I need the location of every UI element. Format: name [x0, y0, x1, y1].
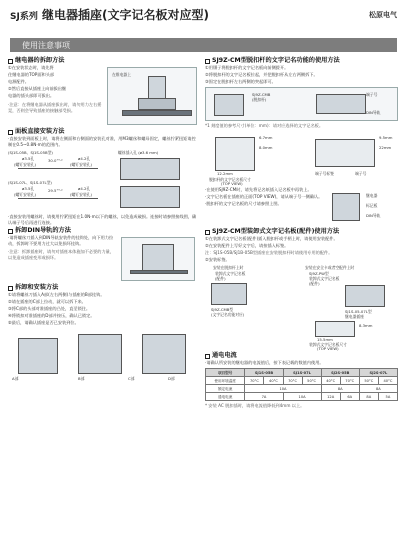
section-marker-function: [205, 58, 398, 64]
section-current: [205, 353, 398, 359]
table-row: [206, 377, 398, 385]
table-cell: 使用环境温度: [206, 377, 245, 385]
table-cell: 通电电流: [206, 393, 245, 401]
step-1: ①在安装状态时，请先将: [8, 65, 54, 70]
note: ·注意：在将继电器从插座拔出时，请勿用力左右摇晃，否则会导致插座的接触部受损。: [8, 102, 102, 113]
socket-drawing: [120, 158, 180, 180]
table-cell: 40°C: [321, 377, 340, 385]
install-step-2: ②请在插座的C部上拉动，就可以拆下来。: [8, 299, 86, 304]
din-note: ·注意：拆卸插座时，请勿对插座本体施加不必要的力量，以免造成插座变形或损坏。: [8, 249, 115, 260]
cap-4: 端子号: [355, 171, 367, 176]
box-3b: (文字记名功能对应): [211, 312, 245, 317]
checkbox-icon: [8, 286, 13, 291]
page-header: [10, 6, 397, 28]
socket-body: [138, 98, 176, 110]
dim-a3: ø4.2孔: [78, 156, 91, 161]
right-column: [205, 56, 398, 410]
install-step-4: ④将锁扣对准插座的D部并按压，确认已锁定。: [8, 313, 95, 318]
dim-line: [18, 168, 98, 169]
section-title: 继电器的拆卸方法: [15, 57, 65, 64]
table-row: [206, 385, 398, 393]
dim-a1: ø3.5孔: [22, 156, 35, 161]
box-4b: 继电器插座: [345, 314, 364, 319]
marker-text-1: ·在使用SJ9Z-CM时，请先将记名纸插入记名板中再装上。: [205, 187, 312, 192]
checkbox-icon: [8, 130, 13, 135]
table-cell: 70°C: [340, 377, 359, 385]
page-title: [10, 6, 397, 23]
current-text: ·请确认所安装的继电器的电流值后，按下表记载的数值内使用。: [205, 360, 324, 365]
fig-cap-2: (TOP VIEW): [317, 346, 339, 351]
cap-1: 脱扣杆的文字记名板尺寸: [209, 177, 251, 182]
fig-label-2: (脱扣杆): [252, 97, 267, 102]
brand-logo: 松原电气: [369, 11, 397, 19]
table-cell: 50°C: [302, 377, 321, 385]
table-cell: 70°C: [283, 377, 302, 385]
section-din-removal: [8, 228, 198, 234]
table-cell: 40°C: [264, 377, 283, 385]
dim-c2: 29.5⁺⁰·²: [48, 188, 63, 193]
install-step-3: ③将C部的头部对准插座的凸处，直至锁住。: [8, 306, 91, 311]
table-cell: SJ1S-07L: [283, 369, 321, 377]
marker-text-3: ·脱扣杆的文字记名板的尺寸请参照上图。: [205, 201, 282, 206]
table-cell: 12A: [321, 393, 340, 401]
step-1b: 住继电器的TOP面和头部: [8, 72, 55, 77]
table-cell: 8A: [321, 385, 359, 393]
socket-drawing-2: [120, 186, 180, 208]
table-cell: SJ2S-07L: [359, 369, 397, 377]
hint-a1: (螺钉安装孔): [14, 162, 36, 167]
rm-step-1: ①在装卸式文字记名板(配件)插入脱扣杆或手柄上时，请使用安装配件。: [205, 236, 338, 241]
section-title: SJ9Z-CM型脱扣杆的文字记名功能的使用方法: [212, 57, 340, 64]
rm-label-2: 标记板: [366, 203, 378, 208]
plate-box: [315, 321, 355, 337]
checkbox-icon: [8, 229, 13, 234]
part-d: D部: [168, 376, 175, 381]
section-title: 面板直接安装方法: [15, 128, 65, 135]
dim-4: 9.5mm: [379, 135, 393, 140]
relay-drawing: [332, 193, 360, 221]
lever-drawing: [214, 94, 244, 116]
socket-a: [18, 338, 58, 374]
box-1: 安装在脱扣杆上时: [213, 265, 244, 270]
section-title: 通电电流: [212, 352, 237, 359]
table-cell: 40°C: [378, 377, 397, 385]
box-2b: SJ9Z-PW型: [309, 271, 329, 276]
table-cell: 8A: [359, 393, 378, 401]
cap-2: (TOP VIEW): [221, 181, 243, 186]
hint-a2: (螺钉安装孔): [70, 162, 92, 167]
removable-marker-figure: [205, 265, 398, 351]
marker-figure: [205, 87, 398, 121]
cap-3: 端子号标签: [315, 171, 334, 176]
section-install: [8, 285, 198, 291]
title-text: 继电器插座(文字记名板对应型): [42, 8, 210, 22]
socket-c: [142, 334, 186, 374]
checkbox-icon: [205, 59, 210, 64]
hint-c1: (螺钉安装孔): [14, 192, 36, 197]
box-4: SJ1S-05-07L型: [345, 309, 372, 314]
panel-mount-text: ·直接安装到面板上时，请将左侧面和右侧面的安装孔对准，用M3螺丝和螺母固定，螺丝拧紧扭矩请控制在0.5~0.8N·m的范围内。: [8, 136, 196, 147]
install-step-1: ①请将螺丝刀插入A部(左右两侧)与插座的B部挂钩。: [8, 292, 105, 297]
table-cell: 50°C: [359, 377, 378, 385]
socket-drawing: [316, 94, 366, 114]
socket-b: [78, 334, 122, 374]
marker-note: *1 刻度值的参考尺寸(单位：mm)：请对应选择的文字记名板。: [205, 123, 324, 128]
dim-a2: 30.0⁺⁰·²: [48, 158, 63, 163]
box-1c: (配件): [215, 276, 226, 281]
box-2: 安装在安全卡或者空配件上时: [305, 265, 355, 270]
plate-drawing: [215, 137, 255, 171]
table-cell: SJ2S-05B: [321, 369, 359, 377]
checkbox-icon: [205, 230, 210, 235]
marker-step-1: ①用镊子将脱扣杆的文字记名板向前侧拨开。: [205, 65, 289, 70]
table-cell: 7A: [245, 393, 283, 401]
label-drawing: [315, 139, 375, 167]
part-c: C部: [128, 376, 135, 381]
step-1c: 电源配件。: [8, 79, 29, 84]
checkbox-icon: [205, 354, 210, 359]
screw-label: 螺丝插入孔 (ø3.6 mm): [118, 150, 159, 155]
dim-c1: ø3.5孔: [22, 186, 35, 191]
dim-3: 12.2mm: [217, 171, 233, 176]
lever-box: [211, 283, 247, 305]
din-rail: [130, 270, 188, 274]
marker-text-2: ·文字记名板在插座的正面(TOP VIEW)，请从端子号一侧确认。: [205, 194, 323, 199]
rm-step-2: ②在安装配件上写好文字后，请按插入标签。: [205, 243, 289, 248]
table-cell: 项目型号: [206, 369, 245, 377]
section-removable-marker: [205, 229, 398, 235]
fig-label-1: SJ9Z-CMB: [252, 92, 271, 97]
fig-label-4: DIN导轨: [366, 110, 381, 115]
part-b: B部: [78, 376, 85, 381]
dim-2: 8.0mm: [259, 145, 273, 150]
step-2b: 电器的插头部即可拔出。: [8, 93, 55, 98]
dim-5: 22mm: [379, 145, 392, 150]
fig-label: 在维电器上: [112, 72, 131, 77]
section-title: 拆卸DIN导轨的方法: [15, 227, 71, 234]
section-relay-removal: [8, 58, 198, 64]
relay-marker-figure: [328, 189, 396, 225]
fig-label-3: 端子号: [366, 92, 378, 97]
current-table: [205, 368, 398, 401]
table-cell: 10A: [245, 385, 321, 393]
dim-c3: ø4.2孔: [78, 186, 91, 191]
rm-sub: ②安装标签。: [205, 257, 230, 262]
table-cell: SJ1S-05B: [245, 369, 283, 377]
step-2: ②然后直接从插座上向前拔出继: [8, 86, 67, 91]
table-cell: 额定电流: [206, 385, 245, 393]
section-band: 使用注意事项: [10, 38, 397, 52]
dim-7: 15.5mm: [317, 337, 333, 342]
box-2c: 装卸式文字记名板: [309, 276, 340, 281]
table-row: [206, 393, 398, 401]
table-cell: 70°C: [245, 377, 264, 385]
dim-line: [18, 198, 98, 199]
series-label: SJ系列: [10, 12, 38, 22]
rm-note: 注：SJ1S-05B/SJ1B-05B型插座在安装脱扣杆时请使用专用的配件。: [205, 250, 333, 255]
section-title: SJ9Z-CM型装卸式文字记名板(配件)使用方法: [212, 228, 340, 235]
din-figure: [121, 237, 195, 281]
panel-mount-figure: [8, 150, 198, 212]
dim-6: 8.3mm: [359, 323, 373, 328]
din-text: ·请将螺丝刀插入到DIN导轨安装件的挂钩处，向下用力拉动，拆卸时不要用力过大以免损坏挂钩。: [8, 235, 114, 246]
table-cell: 8A: [359, 385, 397, 393]
panel-mount-text2: ·直接安装用螺丝时，请使用拧紧扭矩在1.0N·m以下的螺丝，以免造成破损。连接时请参照接线图，确认端子号后再进行连接。: [8, 214, 197, 225]
checkbox-icon: [8, 59, 13, 64]
box-2d: (配件): [309, 281, 320, 286]
marker-step-2: ②将脱扣杆的文字记名板拉起，并把脱扣杆从左右两侧拆下。: [205, 72, 318, 77]
rm-label-1: 继电器: [366, 193, 378, 198]
marker-step-3: ③固定在脱扣杆左右两侧的突起即可。: [205, 79, 276, 84]
box-1b: 装卸式文字记名板: [215, 271, 246, 276]
table-row: [206, 369, 398, 377]
relay-figure: [107, 67, 197, 125]
dim-1: 6.7mm: [259, 135, 273, 140]
section-title: 拆卸和安装方法: [15, 284, 59, 291]
table-cell: 6A: [340, 393, 359, 401]
table-cell: 5A: [378, 393, 397, 401]
hint-c2: (螺钉安装孔): [70, 192, 92, 197]
marker-dim-figure: [205, 131, 398, 185]
din-rail: [122, 110, 192, 116]
part-a: A部: [12, 376, 19, 381]
table-note: * 安装 AC 脱扣插时，请将电流值降低到4mm 以上。: [205, 403, 305, 408]
install-figure: [8, 328, 198, 388]
section-panel-mount: [8, 129, 198, 135]
left-column: [8, 56, 198, 390]
rm-label-3: DIN导轨: [366, 213, 381, 218]
dim-label-a: (SJ1S-05B、SJ1S-05B型): [8, 150, 53, 155]
dim-label-c: (SJ1S-07L、SJ1S-07L型): [8, 180, 52, 185]
install-step-5: ⑤最后，请确认插座是否已安装到位。: [8, 320, 79, 325]
socket-box: [345, 285, 385, 307]
fig-cap: 装卸式文字记名板尺寸: [309, 342, 347, 347]
box-3: SJ9Z-CMB型: [211, 307, 234, 312]
table-cell: 10A: [283, 393, 321, 401]
